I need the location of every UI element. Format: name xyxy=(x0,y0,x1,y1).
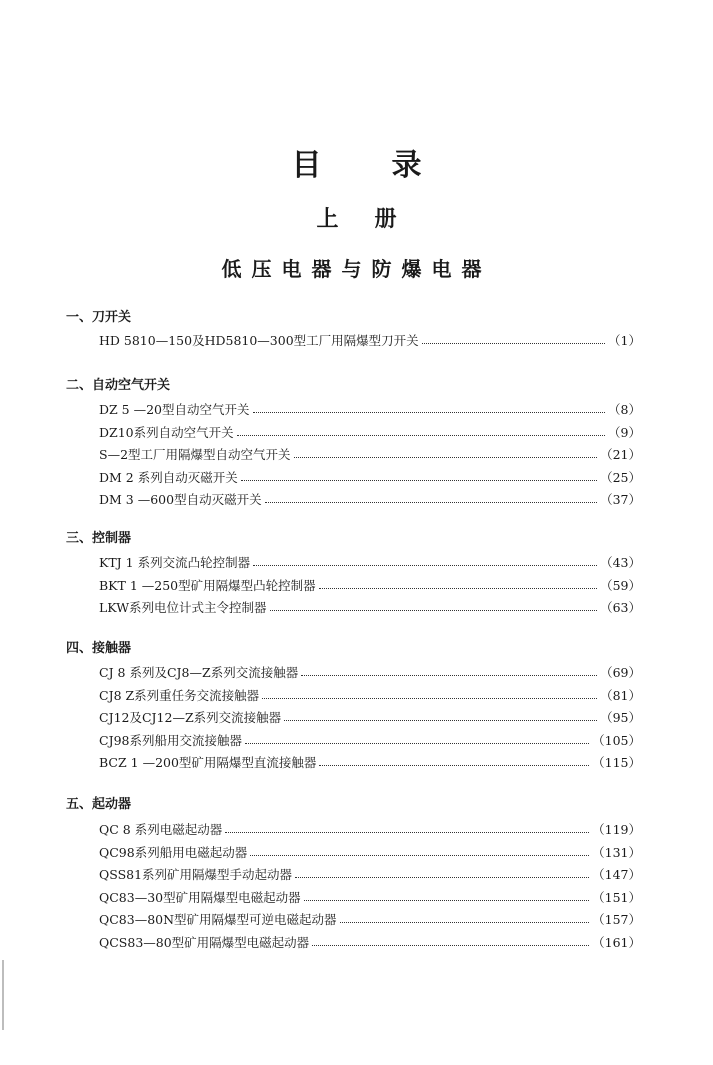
toc-entry-title: QC98系列船用电磁起动器 xyxy=(99,844,248,860)
toc-entry-page: （115） xyxy=(592,755,641,770)
dot-leader xyxy=(245,742,589,744)
toc-entry-page: （25） xyxy=(600,469,641,485)
title-char-1: 目 xyxy=(291,148,322,183)
toc-entry-page: （147） xyxy=(592,867,641,882)
dot-leader xyxy=(253,564,597,566)
dot-leader xyxy=(294,456,598,458)
dot-leader xyxy=(319,764,589,766)
dot-leader xyxy=(253,411,606,413)
toc-entry-title: CJ8 Z系列重任务交流接触器 xyxy=(99,687,260,703)
toc-entry[interactable] xyxy=(99,820,641,838)
page-title xyxy=(0,140,713,184)
toc-entry-title: QCS83—80型矿用隔爆型电磁起动器 xyxy=(99,934,310,950)
toc-entry-page: （69） xyxy=(600,665,641,680)
toc-entry-title: QC 8 系列电磁起动器 xyxy=(99,822,223,837)
toc-entry-page: （161） xyxy=(592,934,641,950)
part-title: 低压电器与防爆电器 xyxy=(221,257,492,281)
dot-leader xyxy=(237,434,605,436)
toc-entry-page: （157） xyxy=(592,912,641,927)
toc-entry-title: LKW系列电位计式主令控制器 xyxy=(99,600,267,615)
toc-entry-title: CJ12及CJ12—Z系列交流接触器 xyxy=(99,710,282,725)
dot-leader xyxy=(304,899,590,901)
volume-char-2: 册 xyxy=(374,207,397,232)
toc-entry[interactable] xyxy=(99,445,641,463)
scan-edge-mark xyxy=(2,960,4,1030)
toc-entry[interactable] xyxy=(99,910,641,928)
toc-entry-page: （151） xyxy=(592,889,641,905)
toc-entry-title: QSS81系列矿用隔爆型手动起动器 xyxy=(99,867,293,882)
toc-entry[interactable] xyxy=(99,843,641,861)
toc-entry-title: KTJ 1 系列交流凸轮控制器 xyxy=(99,555,251,570)
dot-leader xyxy=(301,674,597,676)
toc-entry[interactable] xyxy=(99,686,641,704)
section-heading: 四、接触器 xyxy=(66,641,132,656)
dot-leader xyxy=(250,854,589,856)
toc-entry[interactable] xyxy=(99,553,641,571)
toc-entry-title: S—2型工厂用隔爆型自动空气开关 xyxy=(99,447,291,462)
toc-entry-page: （37） xyxy=(600,492,641,507)
dot-leader xyxy=(225,831,589,833)
toc-entry-title: QC83—80N型矿用隔爆型可逆电磁起动器 xyxy=(99,912,337,927)
toc-entry[interactable] xyxy=(99,423,641,441)
toc-entry-page: （119） xyxy=(592,822,641,837)
toc-entry[interactable] xyxy=(99,731,641,749)
toc-entry[interactable] xyxy=(99,598,641,616)
toc-entry[interactable] xyxy=(99,753,641,771)
toc-entry-title: BKT 1 —250型矿用隔爆型凸轮控制器 xyxy=(99,577,316,593)
dot-leader xyxy=(319,587,597,589)
toc-entry-title: CJ98系列船用交流接触器 xyxy=(99,732,242,748)
toc-entry-title: QC83—30型矿用隔爆型电磁起动器 xyxy=(99,889,301,905)
title-char-2: 录 xyxy=(391,148,422,183)
toc-entry-title: CJ 8 系列及CJ8—Z系列交流接触器 xyxy=(99,665,299,680)
toc-entry-title: DM 2 系列自动灭磁开关 xyxy=(99,469,238,485)
toc-entry[interactable] xyxy=(99,468,641,486)
section-heading: 二、自动空气开关 xyxy=(66,378,171,393)
toc-entry-page: （95） xyxy=(600,710,641,725)
dot-leader xyxy=(241,479,597,481)
section-heading: 三、控制器 xyxy=(66,531,132,546)
volume-title xyxy=(0,202,713,233)
toc-entry-page: （59） xyxy=(600,577,641,593)
toc-entry[interactable] xyxy=(99,490,641,508)
toc-entry-page: （63） xyxy=(600,600,641,615)
section-heading: 一、刀开关 xyxy=(66,310,132,325)
toc-entry-title: DM 3 —600型自动灭磁开关 xyxy=(99,492,262,507)
dot-leader xyxy=(284,719,597,721)
toc-entry-page: （43） xyxy=(600,555,641,570)
toc-entry-page: （81） xyxy=(600,687,641,703)
toc-entry-page: （131） xyxy=(592,844,641,860)
toc-entry-title: HD 5810—150及HD5810—300型工厂用隔爆型刀开关 xyxy=(99,333,419,348)
toc-entry[interactable] xyxy=(99,933,641,951)
toc-entry[interactable] xyxy=(99,663,641,681)
toc-entry-page: （9） xyxy=(608,424,641,440)
toc-entry-title: DZ10系列自动空气开关 xyxy=(99,424,234,440)
dot-leader xyxy=(340,921,590,923)
toc-entry-page: （8） xyxy=(608,402,641,417)
toc-entry-page: （21） xyxy=(600,447,641,462)
toc-entry[interactable] xyxy=(99,331,641,349)
dot-leader xyxy=(312,944,589,946)
toc-entry[interactable] xyxy=(99,708,641,726)
dot-leader xyxy=(265,501,598,503)
toc-entry[interactable] xyxy=(99,400,641,418)
toc-entry-page: （1） xyxy=(608,333,641,348)
toc-entry-page: （105） xyxy=(592,732,641,748)
toc-entry[interactable] xyxy=(99,865,641,883)
dot-leader xyxy=(270,609,598,611)
toc-entry[interactable] xyxy=(99,576,641,594)
toc-entry-title: BCZ 1 —200型矿用隔爆型直流接触器 xyxy=(99,755,317,770)
dot-leader xyxy=(295,876,589,878)
toc-entry-title: DZ 5 —20型自动空气开关 xyxy=(99,402,250,417)
toc-entry[interactable] xyxy=(99,888,641,906)
volume-char-1: 上 xyxy=(316,207,339,232)
dot-leader xyxy=(422,342,605,344)
dot-leader xyxy=(262,697,597,699)
section-heading: 五、起动器 xyxy=(66,797,132,812)
